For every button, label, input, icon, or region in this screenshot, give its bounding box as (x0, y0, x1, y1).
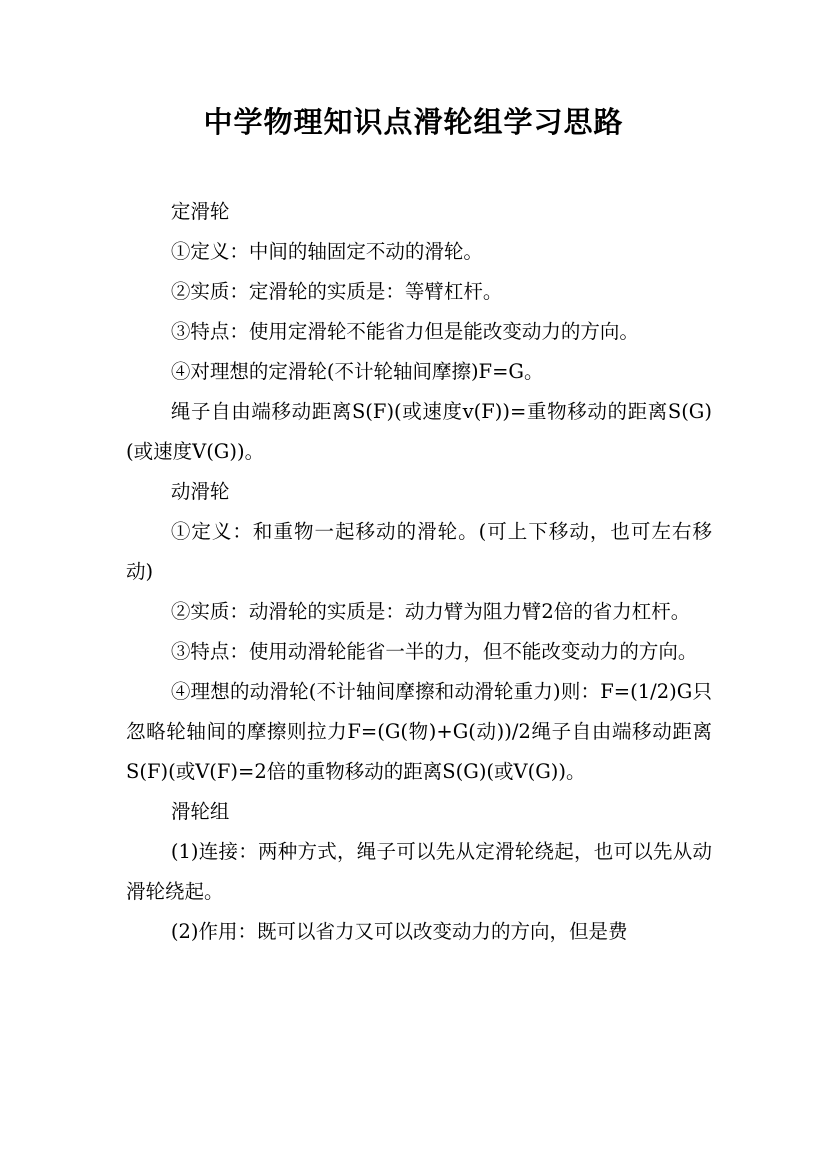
paragraph: (2)作用：既可以省力又可以改变动力的方向，但是费 (170, 920, 628, 943)
section-heading-pulley-block: 滑轮组 (170, 800, 230, 823)
paragraph: ②实质：定滑轮的实质是：等臂杠杆。 (170, 280, 503, 303)
paragraph: ③特点：使用定滑轮不能省力但是能改变动力的方向。 (170, 320, 639, 343)
document-title: 中学物理知识点滑轮组学习思路 (203, 105, 624, 139)
paragraph: ②实质：动滑轮的实质是：动力臂为阻力臂2倍的省力杠杆。 (170, 600, 691, 623)
section-heading-fixed-pulley: 定滑轮 (170, 200, 230, 223)
paragraph: 绳子自由端移动距离S(F)(或速度v(F))=重物移动的距离S(G)(或速度V(G))。 (126, 400, 712, 463)
paragraph: ④对理想的定滑轮(不计轮轴间摩擦)F=G。 (170, 360, 544, 383)
paragraph: ③特点：使用动滑轮能省一半的力，但不能改变动力的方向。 (170, 640, 698, 663)
paragraph: ①定义：和重物一起移动的滑轮。(可上下移动，也可左右移动) (126, 520, 712, 583)
paragraph: (1)连接：两种方式，绳子可以先从定滑轮绕起，也可以先从动滑轮绕起。 (126, 840, 712, 903)
document-body (126, 192, 712, 952)
section-heading-movable-pulley: 动滑轮 (170, 480, 230, 503)
paragraph: ①定义：中间的轴固定不动的滑轮。 (170, 240, 483, 263)
paragraph: ④理想的动滑轮(不计轴间摩擦和动滑轮重力)则：F=(1/2)G只忽略轮轴间的摩擦则拉力F=(G(物)+G(动))/2绳子自由端移动距离S(F)(或V(F)=2倍的重物移动的距离S(G)(或V(G))。 (126, 680, 712, 783)
